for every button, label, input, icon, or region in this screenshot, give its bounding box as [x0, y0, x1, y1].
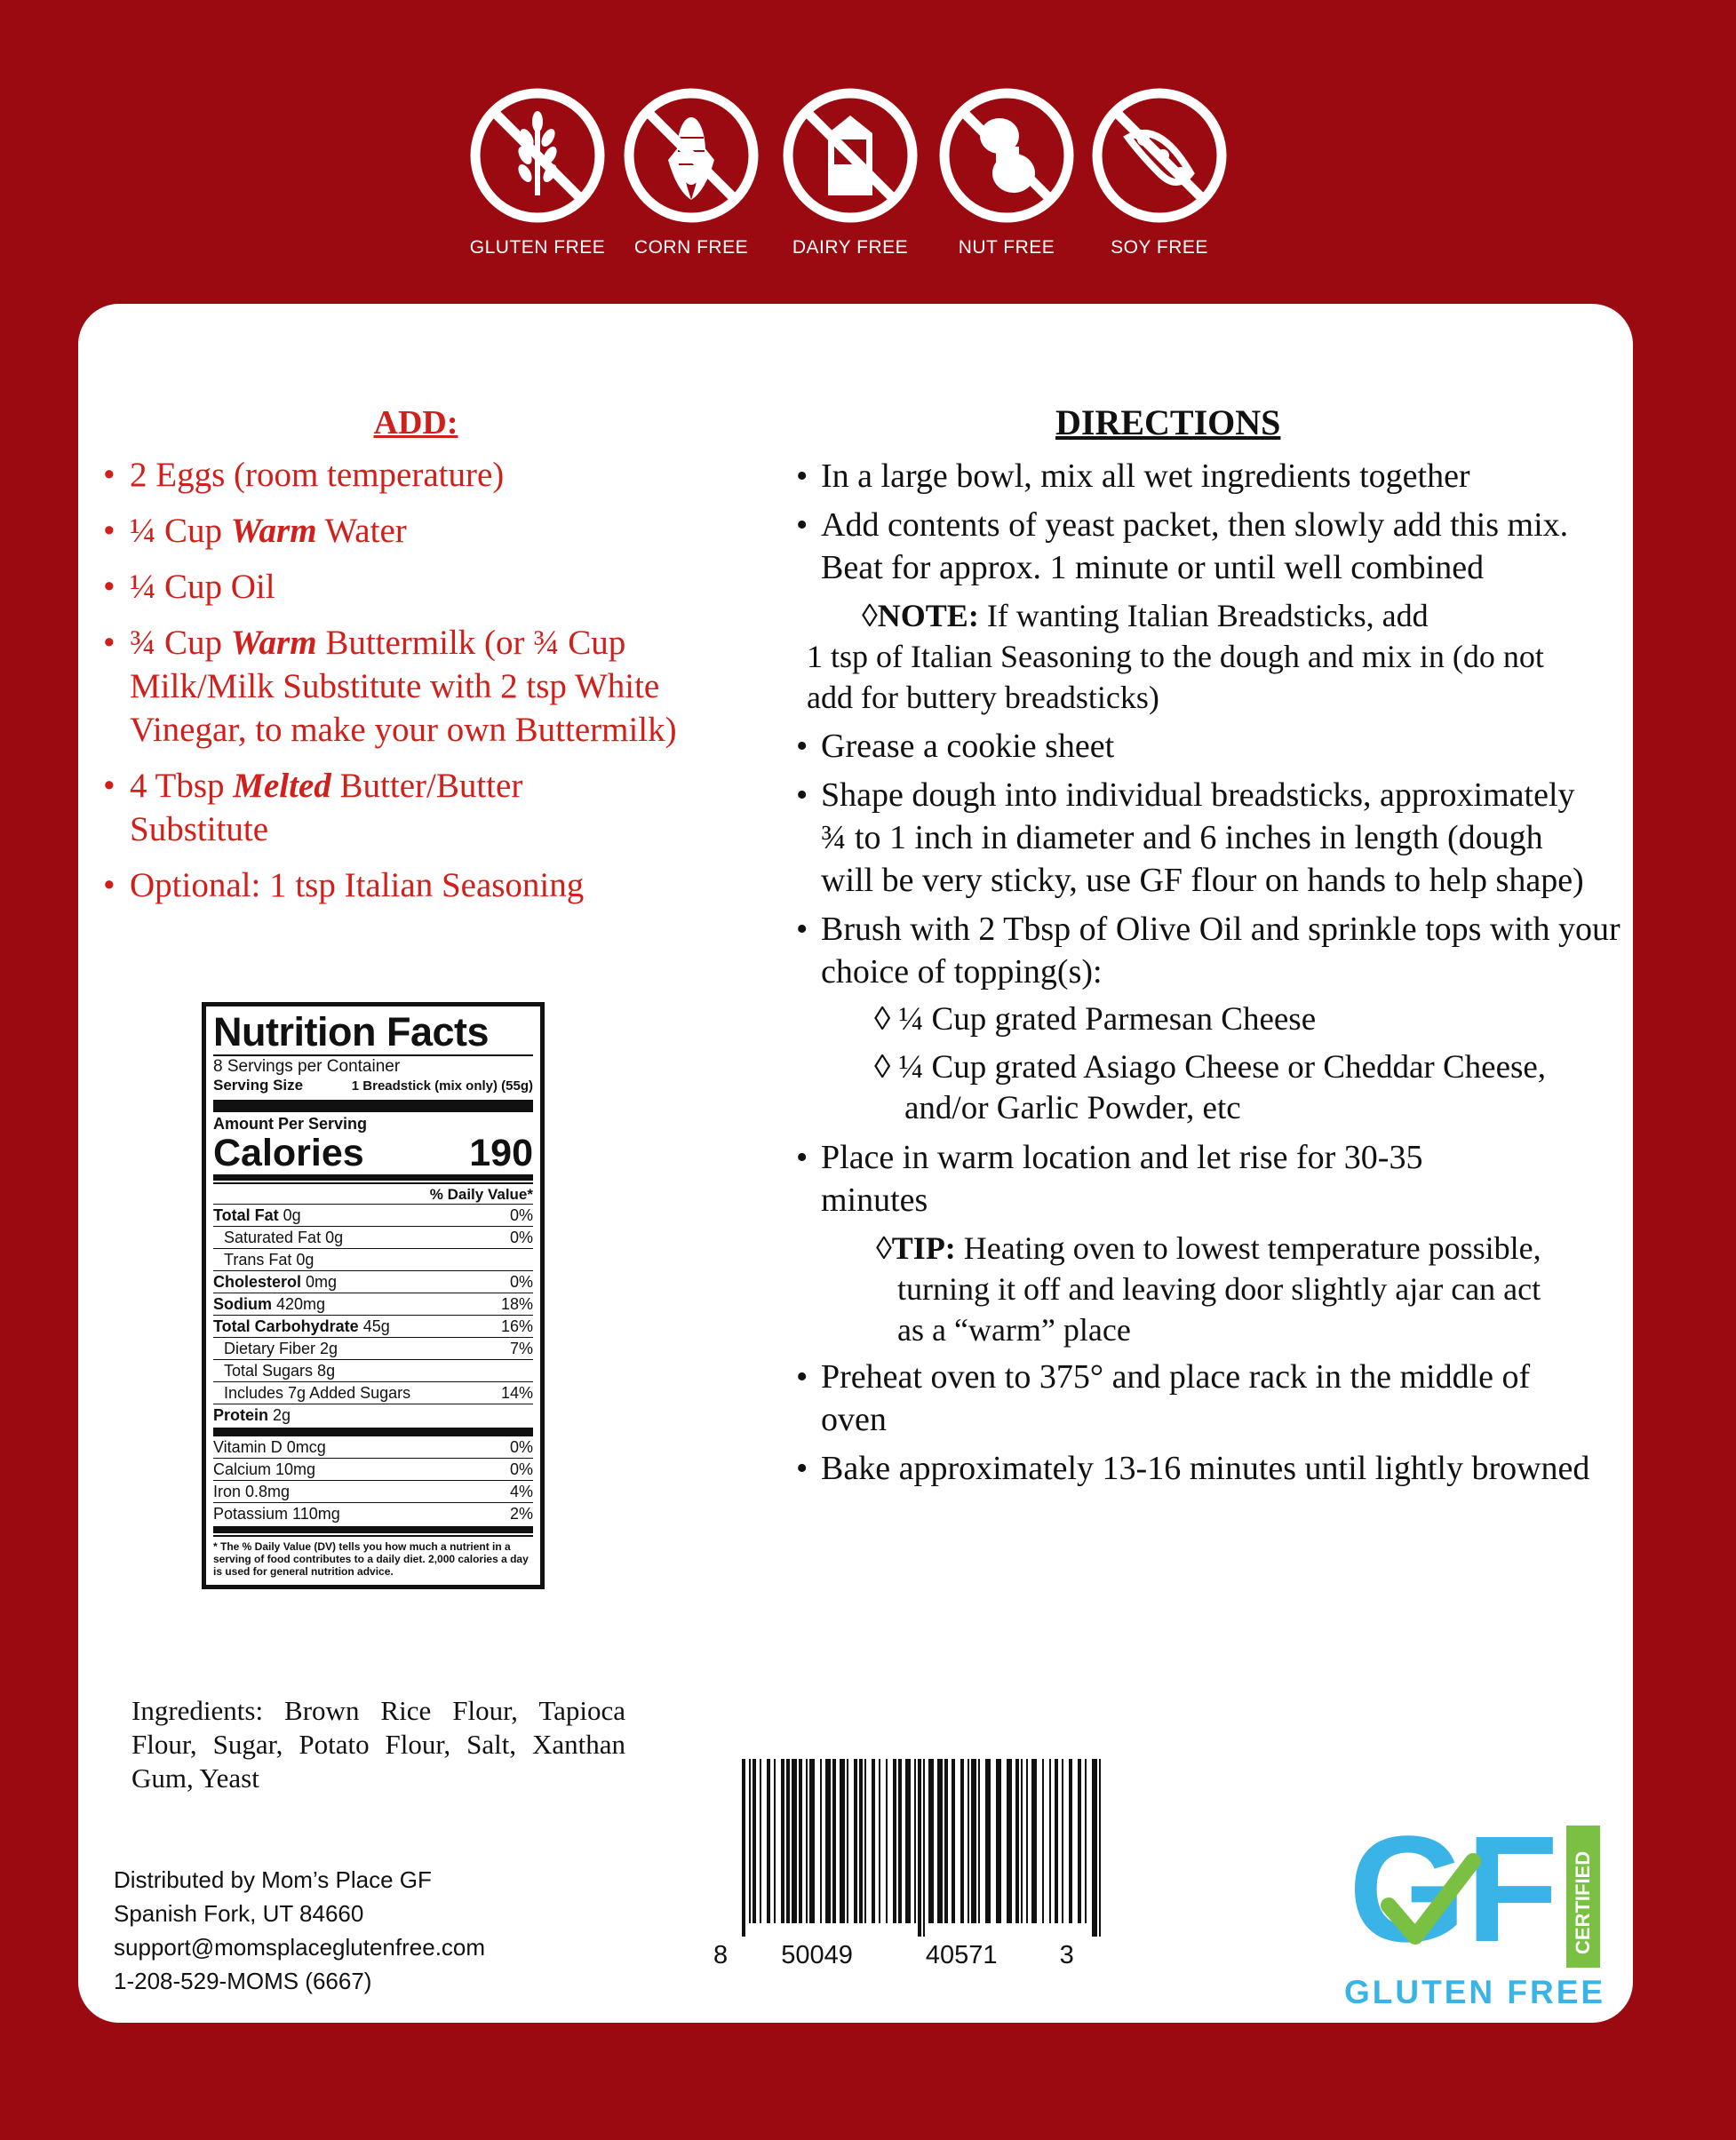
distributor-city: Spanish Fork, UT 84660 [114, 1900, 364, 1927]
nutrient-row: Cholesterol 0mg 0% [213, 1270, 533, 1293]
nutrient-row: Dietary Fiber 2g 7% [213, 1337, 533, 1359]
barcode-bar [1007, 1759, 1012, 1923]
barcode-bar [944, 1759, 948, 1923]
add-heading: ADD: [373, 404, 458, 442]
add-item: • ¾ Cup Warm Buttermilk (or ¾ Cup Milk/Milk Substitute with 2 tsp White Vinegar, to make your own Buttermilk) [103, 624, 677, 749]
topping-option: ◊ ¼ Cup grated Asiago Cheese or Cheddar Cheese, and/or Garlic Powder, etc [874, 1049, 1547, 1126]
barcode-bar [806, 1759, 808, 1923]
barcode-bar [898, 1759, 902, 1923]
direction-step: • Place in warm location and let rise for 30-35 minutes [796, 1139, 1423, 1219]
distributor-name: Distributed by Mom’s Place GF [114, 1866, 432, 1893]
add-item: • 2 Eggs (room temperature) [103, 456, 505, 494]
direction-step: • Shape dough into individual breadsticks, approximately ¾ to 1 inch in diameter and 6 inches in length (dough will be very sticky, use GF flour on hands to help shape) [796, 776, 1584, 899]
barcode-bar [820, 1759, 822, 1923]
barcode-bar [872, 1759, 875, 1923]
nut-free-badge [931, 84, 1082, 259]
barcode-bar [923, 1759, 925, 1937]
barcode-bar [864, 1759, 866, 1923]
barcode-bar [996, 1759, 1001, 1923]
add-item: • ¼ Cup Oil [103, 568, 275, 606]
barcode-bar [886, 1759, 888, 1923]
nutrient-row: Sodium 420mg 18% [213, 1293, 533, 1315]
vitamin-row: Potassium 110mg 2% [213, 1502, 533, 1524]
barcode-bar [1085, 1759, 1087, 1923]
barcode-bar [978, 1759, 980, 1923]
barcode-bar [1021, 1759, 1023, 1923]
nutrient-row: Includes 7g Added Sugars 14% [213, 1381, 533, 1404]
barcode-bar [774, 1759, 776, 1923]
add-item: • ¼ Cup Warm Water [103, 512, 407, 550]
barcode-bar [792, 1759, 797, 1923]
direction-step: • In a large bowl, mix all wet ingredients together [796, 457, 1470, 495]
soybean-crossed-icon [1088, 84, 1230, 227]
barcode-bar [918, 1759, 921, 1937]
barcode-bar [1026, 1759, 1028, 1923]
barcode-bar [1099, 1759, 1101, 1937]
barcode-bar [840, 1759, 845, 1923]
distributor-email: support@momsplaceglutenfree.com [114, 1934, 486, 1961]
direction-step: • Preheat oven to 375° and place rack in the middle of oven [796, 1358, 1531, 1438]
barcode-bar [879, 1759, 880, 1923]
barcode-bar [937, 1759, 943, 1923]
barcode-bar [854, 1759, 857, 1923]
corn-free-badge [616, 84, 767, 259]
barcode-bar [799, 1759, 802, 1923]
barcode-bar [786, 1759, 790, 1923]
distributor-info [114, 1863, 611, 1998]
certified-gluten-free-logo [1340, 1821, 1606, 2017]
barcode-bar [952, 1759, 955, 1923]
direction-step: • Bake approximately 13-16 minutes until lightly browned [796, 1450, 1590, 1487]
allergen-label: SOY FREE [1111, 237, 1208, 258]
nutrition-footnote: * The % Daily Value (DV) tells you how much a nutrient in a serving of food contributes to a daily diet. 2,000 calories a day is used for general nutrition advice. [213, 1535, 533, 1578]
barcode-bar [753, 1759, 756, 1923]
barcode-bar [1092, 1759, 1097, 1937]
nutrition-facts-panel [202, 1002, 545, 1589]
barcode [713, 1759, 1104, 1972]
allergen-label: CORN FREE [633, 237, 749, 258]
calories-row: Calories 190 [213, 1132, 533, 1174]
tip: ◊TIP: Heating oven to lowest temperature possible, turning it off and leaving door slightly ajar can act as a “warm” place [876, 1230, 1541, 1348]
ingredients-list: Ingredients: Brown Rice Flour, Tapioca Flour, Sugar, Potato Flour, Salt, Xanthan Gum, Yeast [131, 1695, 625, 1794]
gf-letters: GF [1349, 1821, 1559, 1974]
vitamin-row: Vitamin D 0mcg 0% [213, 1438, 533, 1456]
vitamin-row: Calcium 10mg 0% [213, 1458, 533, 1480]
servings-per-container: 8 Servings per Container [213, 1054, 533, 1077]
gluten-free-text: GLUTEN FREE [1344, 1974, 1606, 2010]
allergen-label: NUT FREE [958, 237, 1055, 258]
barcode-bar [971, 1759, 976, 1923]
allergen-label: DAIRY FREE [792, 237, 909, 258]
nutrient-row: Protein 2g [213, 1404, 533, 1426]
nutrient-row: Trans Fat 0g [213, 1248, 533, 1270]
barcode-bar [1015, 1759, 1019, 1923]
barcode-bar [1062, 1759, 1063, 1923]
dairy-free-badge [775, 84, 926, 259]
barcode-bar [1042, 1759, 1044, 1923]
nutrient-row: Total Carbohydrate 45g 16% [213, 1315, 533, 1337]
barcode-digits: 8 50049 40571 3 [713, 1941, 1074, 1969]
distributor-phone: 1-208-529-MOMS (6667) [114, 1968, 372, 1994]
allergen-label: GLUTEN FREE [469, 237, 606, 258]
barcode-bar [749, 1759, 751, 1923]
barcode-bar [742, 1759, 745, 1937]
nutrient-row: Total Fat 0g 0% [213, 1204, 533, 1226]
gluten-free-badge [462, 84, 613, 259]
barcode-bar [1069, 1759, 1072, 1923]
peanut-crossed-icon [936, 84, 1078, 227]
barcode-bar [914, 1759, 916, 1923]
direction-step: • Grease a cookie sheet [796, 728, 1115, 765]
barcode-bar [809, 1759, 815, 1923]
serving-size: Serving Size 1 Breadstick (mix only) (55g) [213, 1077, 533, 1094]
soy-free-badge [1084, 84, 1235, 259]
barcode-bar [905, 1759, 911, 1923]
barcode-bar [968, 1759, 969, 1923]
barcode-bar [760, 1759, 761, 1923]
topping-option: ◊ ¼ Cup grated Parmesan Cheese [874, 1001, 1317, 1038]
barcode-bar [859, 1759, 863, 1923]
barcode-bar [825, 1759, 831, 1923]
barcode-bar [893, 1759, 896, 1923]
barcode-bar [767, 1759, 770, 1923]
barcode-bar [985, 1759, 991, 1923]
certified-text: CERTIFIED [1572, 1850, 1594, 1954]
label-panel [78, 304, 1633, 2023]
nutrition-title: Nutrition Facts [213, 1009, 490, 1054]
add-item: • Optional: 1 tsp Italian Seasoning [103, 866, 585, 904]
gf-logo [1340, 1821, 1606, 2017]
directions-list [796, 455, 1631, 1496]
barcode-bars [740, 1759, 1104, 1937]
barcode-bar [781, 1759, 784, 1923]
nutrient-row: Saturated Fat 0g 0% [213, 1226, 533, 1248]
allergen-icons [462, 84, 1244, 262]
vitamin-row: Iron 0.8mg 4% [213, 1480, 533, 1502]
wheat-crossed-icon [466, 84, 609, 227]
add-item: • 4 Tbsp Melted Butter/Butter Substitute [103, 767, 523, 848]
direction-step: • Add contents of yeast packet, then slowly add this mix. Beat for approx. 1 minute or until well combined [796, 506, 1569, 586]
barcode-bar [1049, 1759, 1051, 1923]
barcode-bar [832, 1759, 836, 1923]
note-continued: 1 tsp of Italian Seasoning to the dough and mix in (do not add for buttery breadsticks) [807, 639, 1544, 715]
barcode-bar [928, 1759, 934, 1923]
barcode-bar [1055, 1759, 1058, 1923]
barcode-bar [1031, 1759, 1037, 1923]
nutrient-row: Total Sugars 8g [213, 1359, 533, 1381]
milk-carton-crossed-icon [779, 84, 921, 227]
directions-heading: DIRECTIONS [1055, 402, 1281, 442]
note: ◊NOTE: If wanting Italian Breadsticks, add [862, 598, 1429, 633]
corn-crossed-icon [620, 84, 762, 227]
barcode-bar [847, 1759, 848, 1923]
add-list [103, 453, 814, 919]
barcode-bar [960, 1759, 964, 1923]
barcode-bar [1078, 1759, 1081, 1923]
amount-per-serving: Amount Per Serving [213, 1115, 368, 1133]
direction-step: • Brush with 2 Tbsp of Olive Oil and sprinkle tops with your choice of topping(s): [796, 911, 1621, 990]
daily-value-header: % Daily Value* [213, 1182, 533, 1204]
